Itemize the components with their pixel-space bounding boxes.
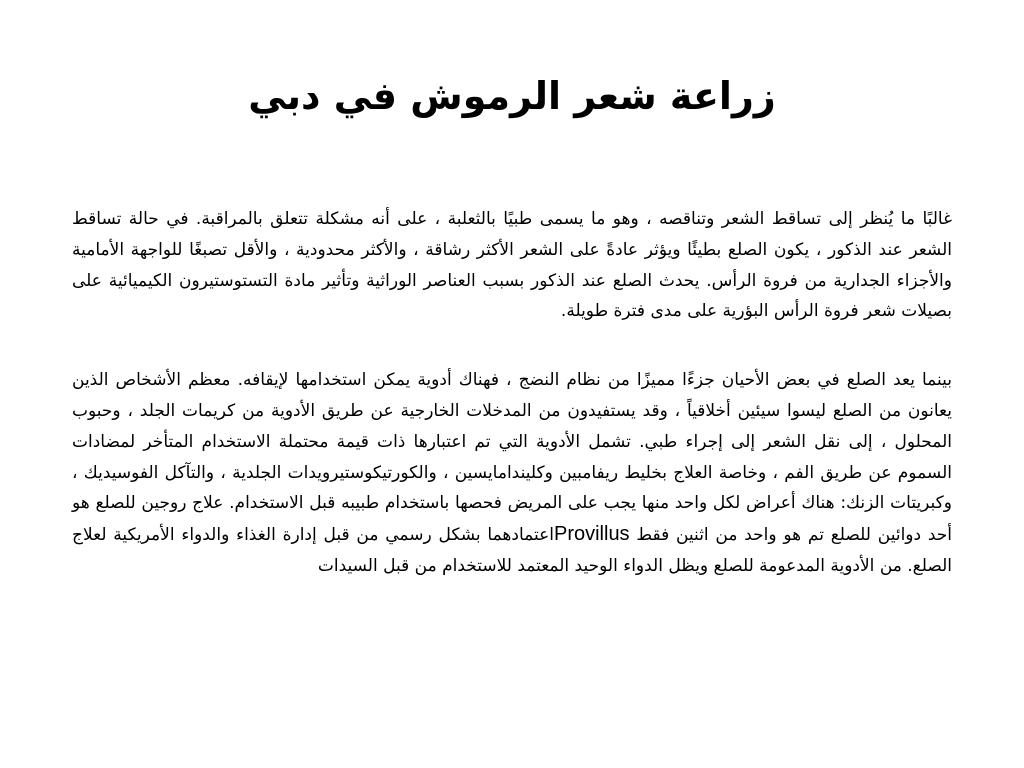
paragraph-treatments-text-start: بينما يعد الصلع في بعض الأحيان جزءًا مميزًا من نظام النضج ، فهناك أدوية يمكن استخدامها لإيقافه. معظم الأشخاص الذين يعانون من الصلع ليسوا سيئين أخلاقياً ، وقد يستفيدون من المدخلات الخارجية عن طريق الأدوية من كريمات الجلد ، وحبوب المحلول ، إلى نقل الشعر إلى إجراء طبي. تشمل الأدوية التي تم اعتبارها ذات قيمة محتملة الاستخدام المتأخر لمضادات السموم عن طريق الفم ، وخاصة العلاج بخليط ريفامبين وكليندامايسين ، والكورتيكوستيرويدات الجلدية ، والتآكل الفوسيديك ، وكبريتات الزنك: هناك أعراض لكل واحد منها يجب على المريض فحصها باستخدام طبيبه قبل الاستخدام. علاج روجين للصلع هو أحد دوائين للصلع تم هو واحد من اثنين فقط <box>72 370 953 546</box>
brand-name: Provillus <box>553 523 630 546</box>
slide-title: زراعة شعر الرموش في دبي <box>248 74 776 118</box>
paragraph-alopecia-intro: غالبًا ما يُنظر إلى تساقط الشعر وتناقصه ، وهو ما يسمى طبيًا بالثعلبة ، على أنه مشكلة تتعلق بالمراقبة. في حالة تساقط الشعر عند الذكور ، يكون الصلع بطيئًا ويؤثر عادةً على الشعر الأكثر رشاقة ، والأكثر محدودية ، والأقل تصبغًا للواجهة الأمامية والأجزاء الجدارية من فروة الرأس. يحدث الصلع عند الذكور بسبب العناصر الوراثية وتأثير مادة التستوستيرون الكيميائية على بصيلات شعر فروة الرأس البؤرية على مدى فترة طويلة. <box>72 209 952 322</box>
paragraph-treatments-text-end: اعتمادهما بشكل رسمي من قبل إدارة الغذاء والدواء الأمريكية لعلاج الصلع. من الأدوية المدعومة للصلع ويظل الدواء الوحيد المعتمد للاستخدام من قبل السيدات <box>72 525 952 576</box>
paragraph-treatments <box>72 365 952 582</box>
slide-body <box>72 204 952 582</box>
